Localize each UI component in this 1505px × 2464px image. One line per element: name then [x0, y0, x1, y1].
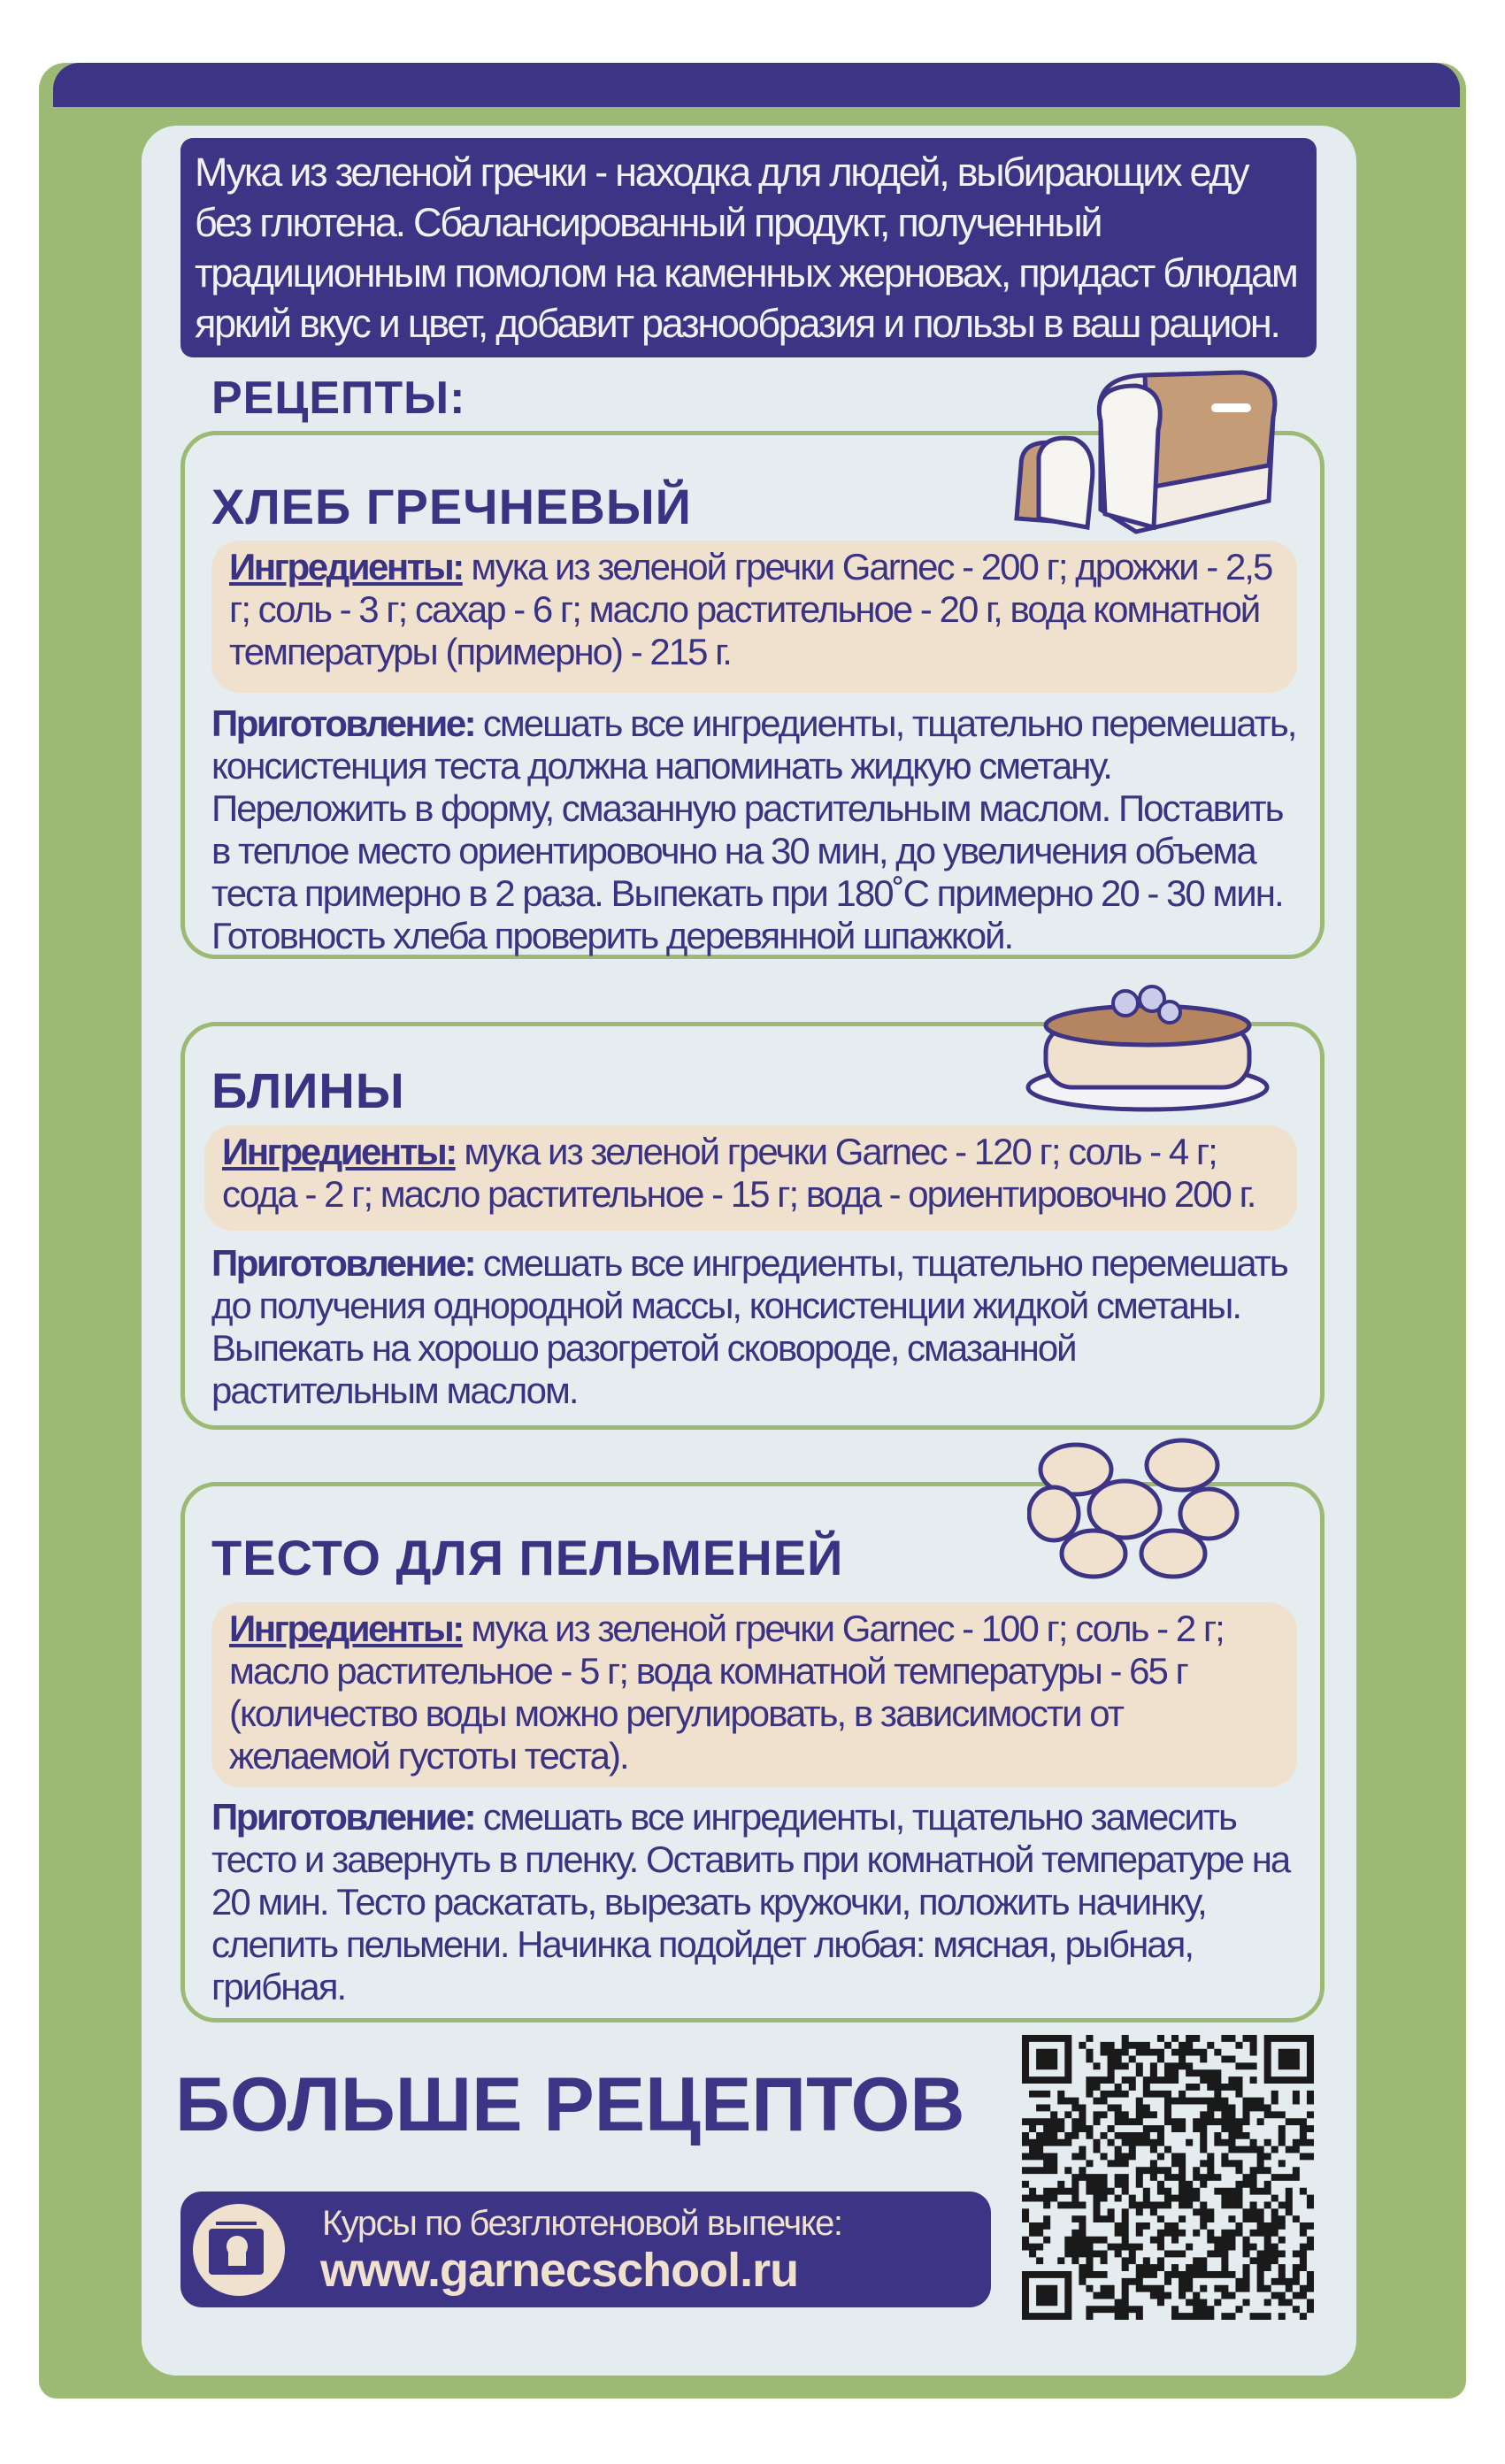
oven-icon	[193, 2204, 285, 2296]
preparation-block	[211, 1242, 1302, 1412]
recipe-title: БЛИНЫ	[211, 1063, 405, 1118]
preparation-text: смешать все ингредиенты, тщательно замесить тесто и завернуть в пленку. Оставить при комнатной температуре на 20 мин. Тесто раскатать, вырезать кружочки, положить начинку, слепить пельмени. Начинка подойдет любая: мясная, рыбная, грибная.	[211, 1796, 1290, 2007]
preparation-label: Приготовление:	[211, 1242, 475, 1284]
recipes-heading: РЕЦЕПТЫ:	[211, 372, 466, 424]
courses-label: Курсы по безглютеновой выпечке:	[322, 2204, 842, 2243]
preparation-text: смешать все ингредиенты, тщательно перемешать, консистенция теста должна напоминать жидкую сметану. Переложить в форму, смазанную растительным маслом. Поставить в теплое место ориентировочно на 30 мин, до увеличения объема теста примерно в 2 раза. Выпекать при 180˚С примерно 20 - 30 мин. Готовность хлеба проверить деревянной шпажкой.	[211, 702, 1296, 956]
product-description: Мука из зеленой гречки - находка для людей, выбирающих еду без глютена. Сбалансированный продукт, полученный традиционным помолом на каменных жерновах, придаст блюдам яркий вкус и цвет, добавит разнообразия и пользы в ваш рацион.	[180, 138, 1317, 357]
dumplings-icon	[1027, 1434, 1248, 1585]
recipe-title: ХЛЕБ ГРЕЧНЕВЫЙ	[211, 479, 692, 534]
bread-icon	[1003, 368, 1282, 536]
more-recipes-heading: БОЛЬШЕ РЕЦЕПТОВ	[175, 2062, 965, 2147]
package-top-strip	[53, 63, 1460, 107]
preparation-block	[211, 702, 1302, 957]
ingredients-block	[204, 1125, 1297, 1231]
preparation-text: смешать все ингредиенты, тщательно перемешать до получения однородной массы, консистенции жидкой сметаны. Выпекать на хорошо разогретой сковороде, смазанной растительным маслом.	[211, 1242, 1287, 1411]
recipe-title: ТЕСТО ДЛЯ ПЕЛЬМЕНЕЙ	[211, 1530, 844, 1585]
ingredients-text: мука из зеленой гречки Garnec - 200 г; дрожжи - 2,5 г; соль - 3 г; сахар - 6 г; масло растительное - 20 г, вода комнатной температуры (примерно) - 215 г.	[229, 546, 1272, 672]
preparation-block	[211, 1796, 1302, 2008]
preparation-label: Приготовление:	[211, 702, 475, 744]
ingredients-label: Ингредиенты:	[229, 546, 463, 587]
courses-link[interactable]	[180, 2192, 991, 2307]
qr-code[interactable]	[1022, 2035, 1314, 2320]
pancakes-icon	[1019, 972, 1276, 1114]
courses-url[interactable]: www.garnecschool.ru	[320, 2244, 799, 2297]
ingredients-block	[211, 541, 1297, 693]
ingredients-text: мука из зеленой гречки Garnec - 120 г; соль - 4 г; сода - 2 г; масло растительное - 15 г; вода - ориентировочно 200 г.	[222, 1131, 1255, 1215]
ingredients-label: Ингредиенты:	[229, 1608, 463, 1649]
ingredients-text: мука из зеленой гречки Garnec - 100 г; соль - 2 г; масло растительное - 5 г; вода комнатной температуры - 65 г (количество воды можно регулировать, в зависимости от желаемой густоты теста).	[229, 1608, 1224, 1777]
preparation-label: Приготовление:	[211, 1796, 475, 1838]
ingredients-label: Ингредиенты:	[222, 1131, 456, 1172]
ingredients-block	[211, 1602, 1297, 1787]
qr-modules	[1022, 2035, 1314, 2320]
